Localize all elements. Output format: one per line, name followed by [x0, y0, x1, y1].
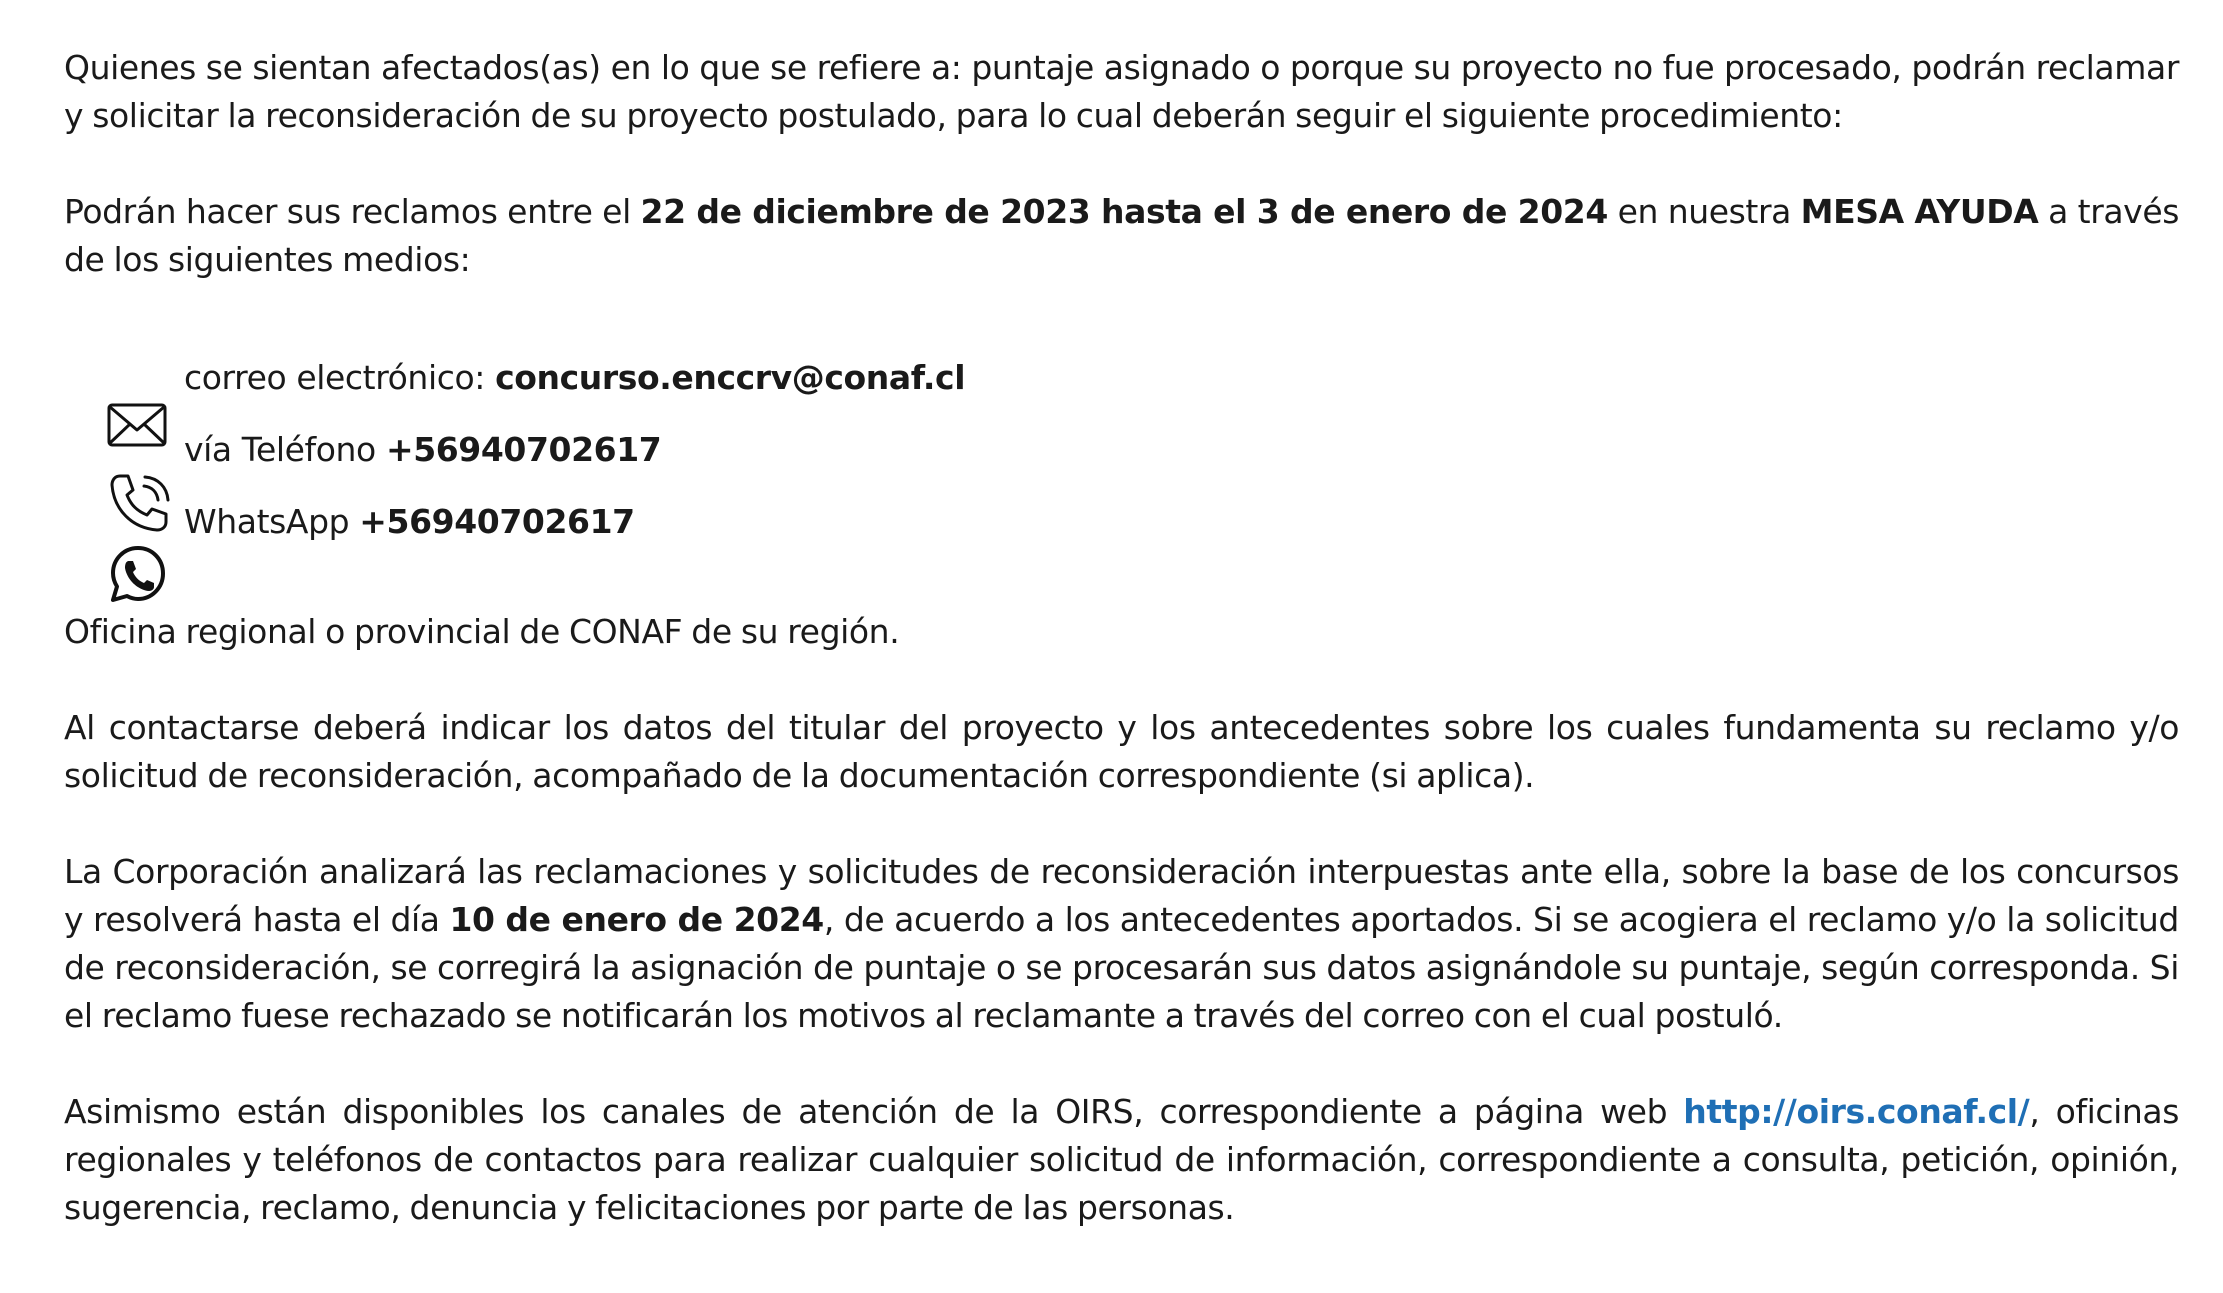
phone-label: vía Teléfono [184, 430, 386, 469]
intro-paragraph: Quienes se sientan afectados(as) en lo que se refiere a: puntaje asignado o porque su proyecto no fue procesado, podrán reclamar y solicitar la reconsideración de su proyecto postulado, para lo cual deberán seguir el siguiente procedimiento: [64, 48, 2179, 135]
claims-dates: 22 de diciembre de 2023 hasta el 3 de enero de 2024 [640, 192, 1608, 231]
mail-icon [106, 400, 168, 452]
whatsapp-icon [108, 544, 168, 604]
claims-period-pre: Podrán hacer sus reclamos entre el [64, 192, 641, 231]
email-contact [184, 354, 1584, 426]
whatsapp-contact [184, 498, 1584, 570]
office-line: Oficina regional o provincial de CONAF de su región. [64, 612, 900, 651]
contact-instructions-paragraph: Al contactarse deberá indicar los datos del titular del proyecto y los antecedentes sobre los cuales fundamenta su reclamo y/o solicitud de reconsideración, acompañado de la documentación correspondiente (si aplica). [64, 708, 2179, 795]
whatsapp-label: WhatsApp [184, 502, 360, 541]
phone-contact [184, 426, 1584, 498]
contact-channels [184, 354, 1584, 570]
oirs-link[interactable]: http://oirs.conaf.cl/ [1683, 1092, 2030, 1131]
resolution-pre: La Corporación analizará las reclamaciones y solicitudes de reconsideración interpuestas ante ella, sobre la base de los concursos y resolverá hasta el día [64, 852, 2179, 939]
phone-icon [106, 472, 172, 534]
resolution-deadline: 10 de enero de 2024 [449, 900, 824, 939]
whatsapp-number[interactable]: +56940702617 [359, 502, 635, 541]
resolution-post: , de acuerdo a los antecedentes aportados. Si se acogiera el reclamo y/o la solicitud de reconsideración, se corregirá la asignación de puntaje o se procesarán sus datos asignándole su puntaje, según corresponda. Si el reclamo fuese rechazado se notificarán los motivos al reclamante a través del correo con el cual postuló. [64, 900, 2179, 1035]
email-label: correo electrónico: [184, 358, 496, 397]
claims-period-post: a través de los siguientes medios: [64, 192, 2180, 279]
claims-period-mid: en nuestra [1607, 192, 1801, 231]
help-desk-name: MESA AYUDA [1800, 192, 2039, 231]
email-address[interactable]: concurso.enccrv@conaf.cl [495, 358, 966, 397]
oirs-post: , oficinas regionales y teléfonos de contactos para realizar cualquier solicitud de información, correspondiente a consulta, petición, opinión, sugerencia, reclamo, denuncia y felicitaciones por parte de las personas. [64, 1092, 2179, 1227]
oirs-paragraph [64, 1088, 2179, 1232]
resolution-paragraph [64, 848, 2179, 1040]
phone-number[interactable]: +56940702617 [385, 430, 662, 469]
oirs-pre: Asimismo están disponibles los canales de atención de la OIRS, correspondiente a página web [64, 1092, 1684, 1131]
claims-period-paragraph [64, 188, 2179, 284]
